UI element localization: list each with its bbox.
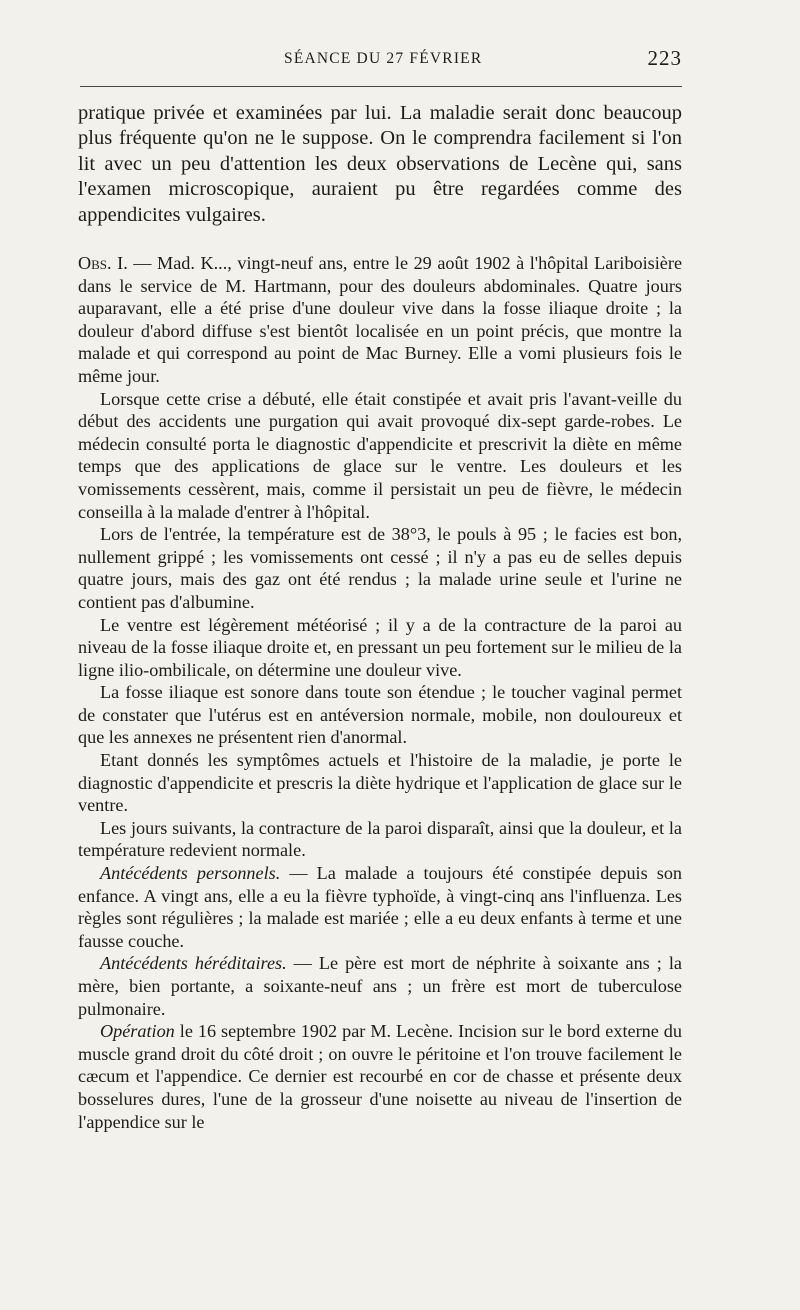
running-head: SÉANCE DU 27 FÉVRIER [284,50,483,67]
observation-paragraph-6: Etant donnés les symptômes actuels et l'histoire de la maladie, je porte le diagnostic d'appendicite et prescris la diète hydrique et l'application de glace sur le ventre. [78,750,682,816]
intro-text: pratique privée et examinées par lui. La maladie serait donc beaucoup plus fréquente qu'on ne le suppose. On le comprendra facilement si l'on lit avec un peu d'attention les deux observations de Lecène qui, sans l'examen microscopique, auraient pu être regardées comme des appendicites vulgaires. [78,102,682,226]
observation-paragraph-2: Lorsque cette crise a débuté, elle était constipée et avait pris l'avant-veille du début des accidents une purgation qui avait provoqué dix-sept garde-robes. Le médecin consulté porta le diagnostic d'appendicite et prescrivit la diète en même temps que des applications de glace sur le ventre. Les douleurs et les vomissements cessèrent, mais, comme il persistait un peu de fièvre, le médecin conseilla à la malade d'entrer à l'hôpital. [78,388,682,522]
page-header [78,46,682,72]
operation-text: le 16 septembre 1902 par M. Lecène. Incision sur le bord externe du muscle grand droit du côté droit ; on ouvre le péritoine et l'on trouve facilement le cæcum et l'appendice. Ce dernier est recourbé en cor de chasse et présente deux bosselures dures, l'une de la grosseur d'une noisette au niveau de l'insertion de l'appendice sur le [78,1021,682,1132]
personal-history-text: — La malade a toujours été constipée depuis son enfance. A vingt ans, elle a eu la fièvre typhoïde, à vingt-cinq ans l'influenza. Les règles sont régulières ; la malade est mariée ; elle a eu deux enfants à terme et une fausse couche. [78,863,683,951]
observation-label: Obs. I. — [78,253,152,273]
observation-text-1: Mad. K..., vingt-neuf ans, entre le 29 août 1902 à l'hôpital Lariboisière dans le service de M. Hartmann, pour des douleurs abdominales. Quatre jours auparavant, elle a été prise d'une douleur vive dans la fosse iliaque droite ; la douleur d'abord diffuse s'est bientôt localisée en un point précis, que montre la malade et qui correspond au point de Mac Burney. Elle a vomi plusieurs fois le même jour. [78,253,683,386]
hereditary-history-text: — Le père est mort de néphrite à soixante ans ; la mère, bien portante, a soixante-neuf ans ; un frère est mort de tuberculose pulmonaire. [78,953,682,1019]
observation-paragraph-7: Les jours suivants, la contracture de la paroi disparaît, ainsi que la douleur, et la température redevient normale. [78,817,682,861]
operation-label: Opération [100,1021,175,1042]
header-rule [80,86,682,87]
observation-paragraph-10 [78,1020,682,1133]
personal-history-label: Antécédents personnels. [100,863,281,884]
observation-paragraph-9 [78,952,682,1020]
observation-section [78,252,682,1133]
observation-paragraph-3: Lors de l'entrée, la température est de 38°3, le pouls à 95 ; le facies est bon, nullement grippé ; les vomissements ont cessé ; il n'y a pas eu de selles depuis quatre jours, mais des gaz ont été rendus ; la malade urine seule et l'urine ne contient pas d'albumine. [78,524,682,612]
observation-paragraph-1 [78,252,682,388]
observation-paragraph-4: Le ventre est légèrement météorisé ; il y a de la contracture de la paroi au niveau de la fosse iliaque droite et, en pressant un peu fortement sur le milieu de la ligne ilio-ombilicale, on détermine une douleur vive. [78,614,682,680]
observation-paragraph-8 [78,862,682,952]
hereditary-history-label: Antécédents héréditaires. [100,953,287,974]
observation-paragraph-5: La fosse iliaque est sonore dans toute son étendue ; le toucher vaginal permet de constater que l'utérus est en antéversion normale, mobile, non douloureux et que les annexes ne présentent rien d'anormal. [78,682,682,748]
page-number: 223 [647,46,682,70]
intro-paragraph [78,101,682,228]
